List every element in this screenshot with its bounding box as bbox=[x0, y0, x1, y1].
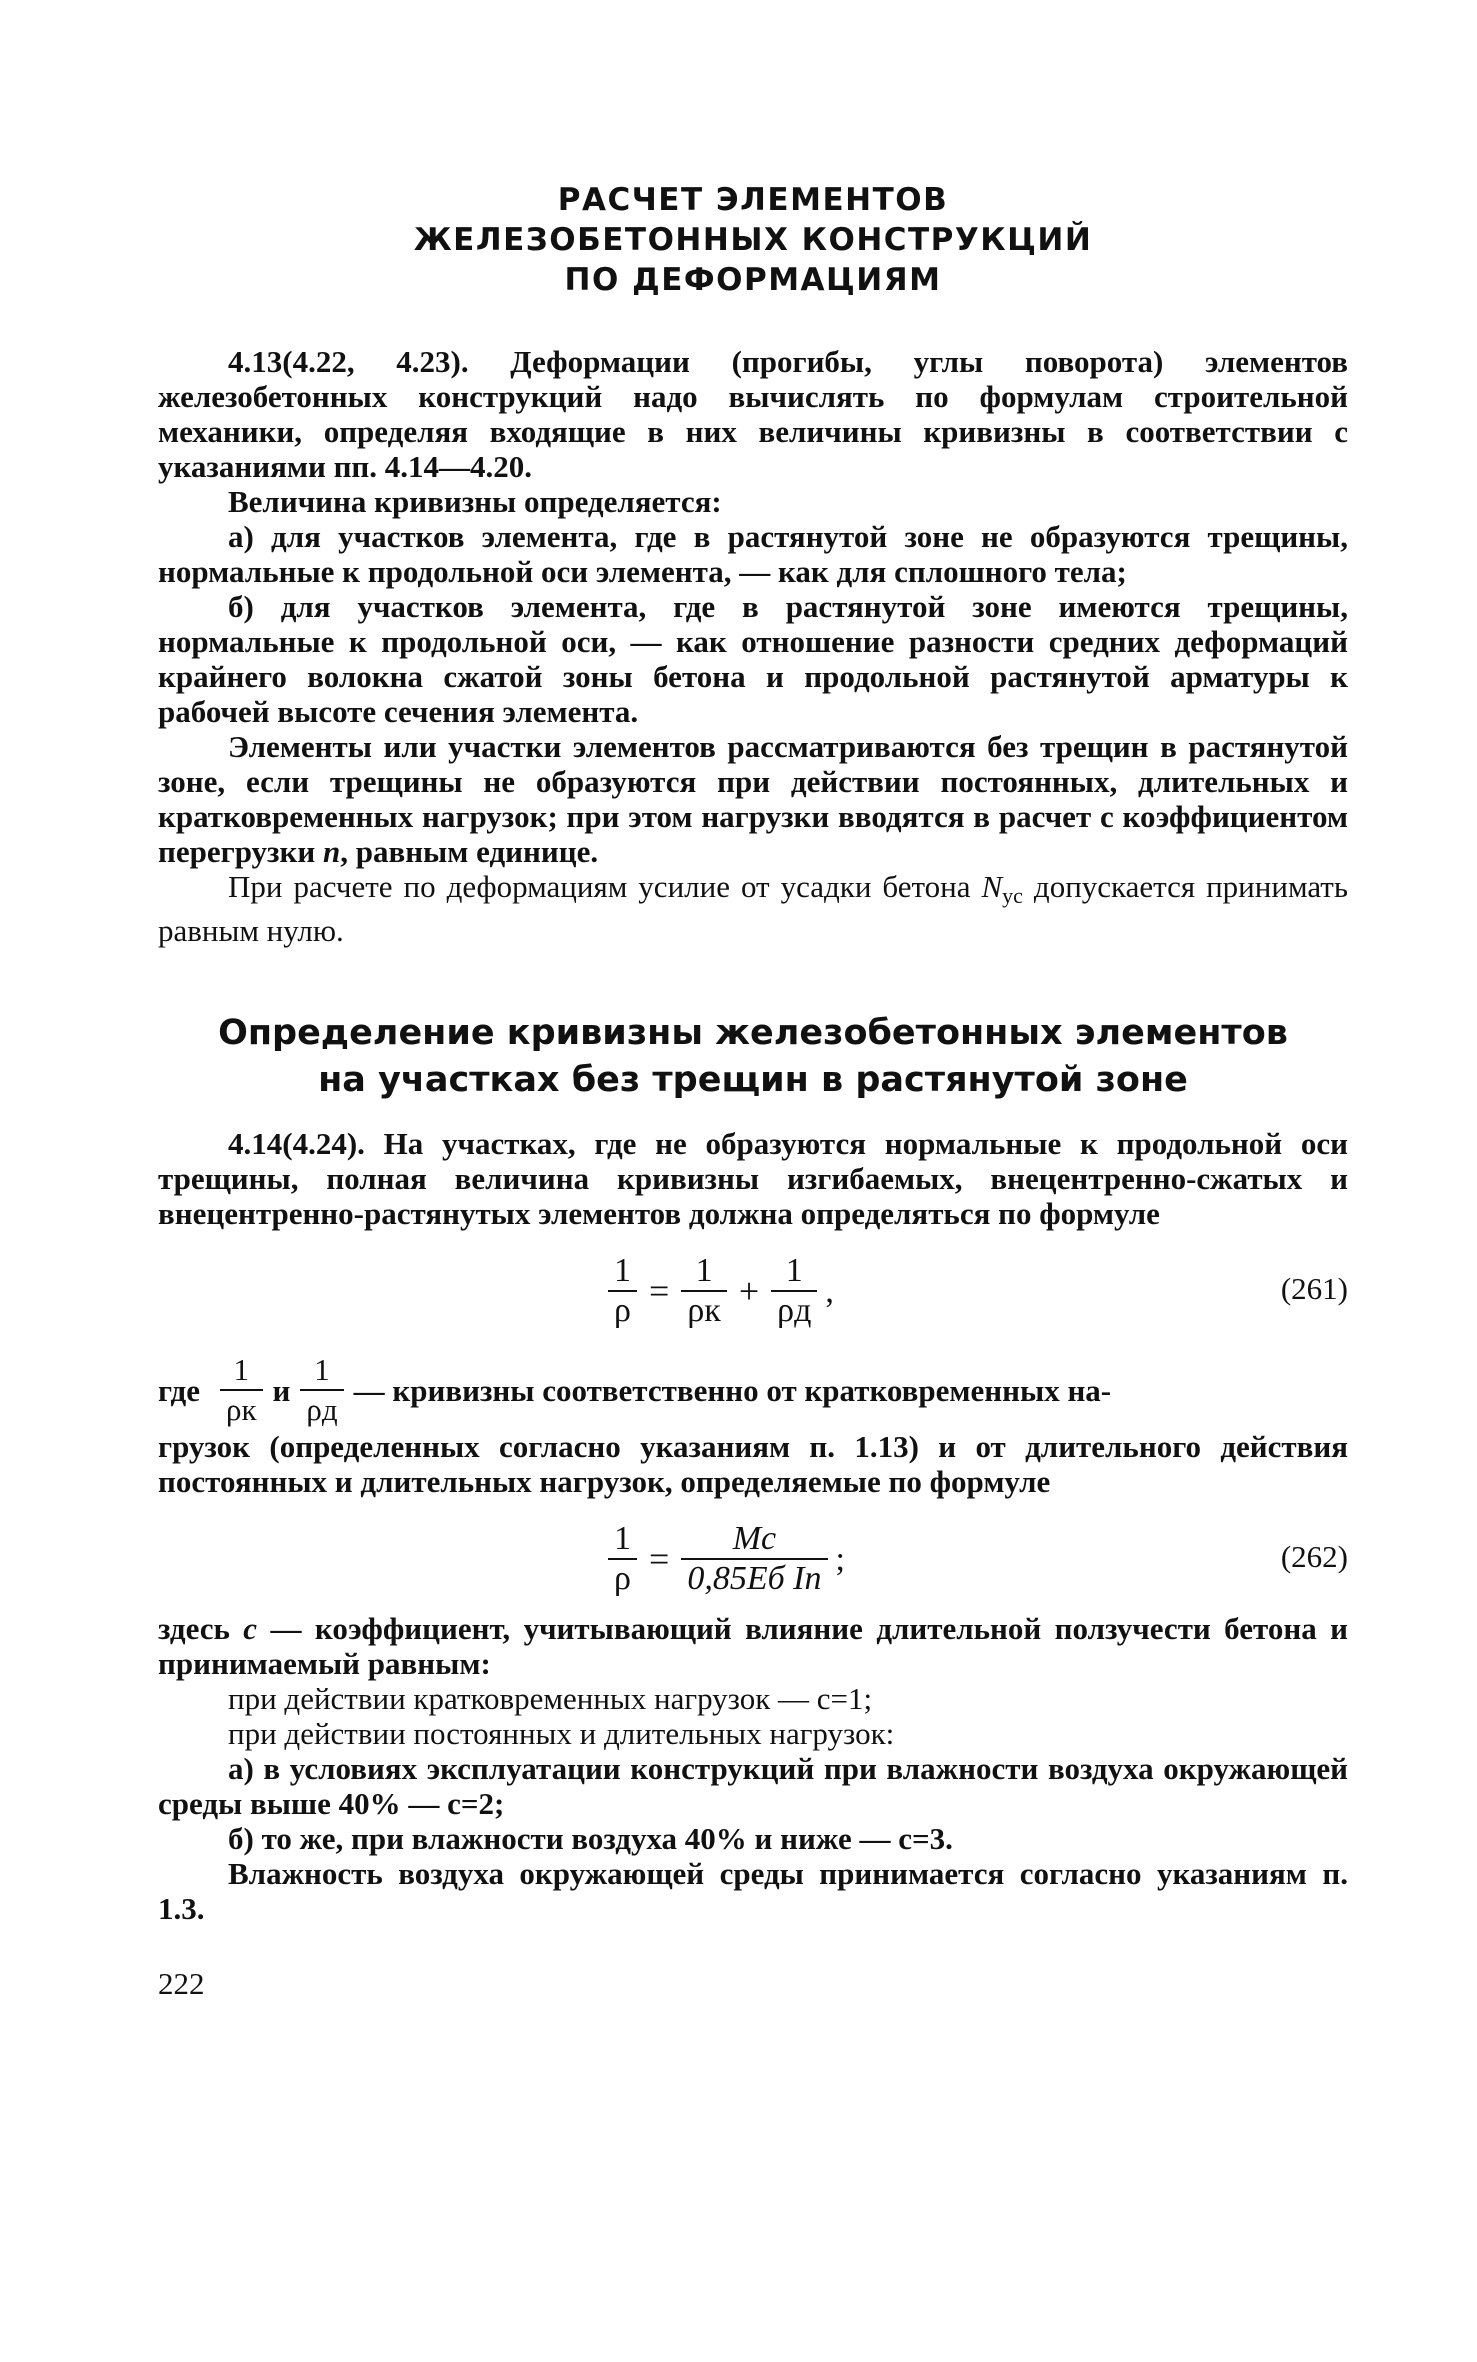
formula-262-lhs bbox=[608, 1520, 637, 1598]
section-subtitle-line-2: на участках без трещин в растянутой зоне bbox=[318, 1060, 1188, 1100]
fraction-denominator: ρк bbox=[225, 1392, 257, 1427]
short-term-curvature bbox=[220, 1351, 263, 1429]
fraction-denominator: ρ bbox=[614, 1560, 631, 1597]
chapter-title-line-1: РАСЧЕТ ЭЛЕМЕНТОВ bbox=[557, 182, 949, 218]
fraction-denominator: 0,85Eб Iп bbox=[687, 1560, 822, 1597]
paragraph-coefficient-c-text-a: здесь bbox=[158, 1611, 244, 1646]
fraction-numerator: 1 bbox=[614, 1520, 631, 1557]
paragraph-coefficient-c bbox=[158, 1611, 1348, 1681]
fraction-denominator: ρ bbox=[614, 1292, 631, 1329]
formula-261-term-2 bbox=[771, 1252, 817, 1330]
chapter-title-line-2: ЖЕЛЕЗОБЕТОННЫХ КОНСТРУКЦИЙ bbox=[413, 222, 1093, 258]
paragraph-no-cracks-text-b: , равным единице. bbox=[340, 834, 599, 869]
formula-262-rhs bbox=[681, 1520, 827, 1598]
formula-262-number: (262) bbox=[1280, 1539, 1348, 1574]
paragraph-loads-formula: грузок (определенных согласно указаниям п. 1.13) и от длительного действия постоянных и длительных нагрузок, определяемые по формуле bbox=[158, 1429, 1348, 1499]
paragraph-shrinkage bbox=[158, 869, 1348, 948]
equals-sign: = bbox=[649, 1270, 670, 1311]
fraction-numerator: 1 bbox=[785, 1252, 803, 1289]
long-term-curvature bbox=[300, 1351, 343, 1429]
fraction-denominator: ρк bbox=[687, 1292, 721, 1329]
section-subtitle-line-1: Определение кривизны железобетонных элементов bbox=[218, 1013, 1288, 1053]
paragraph-item-a: а) для участков элемента, где в растянутой зоне не образуются трещины, нормальные к продольной оси элемента, — как для сплошного тела; bbox=[158, 519, 1348, 589]
paragraph-short-term: при действии кратковременных нагрузок — c=1; bbox=[228, 1681, 873, 1716]
section-subtitle bbox=[158, 1010, 1348, 1104]
formula-261-expression bbox=[608, 1239, 834, 1343]
fraction-denominator: ρд bbox=[777, 1292, 812, 1329]
formula-261-comma: , bbox=[825, 1272, 834, 1310]
paragraph-coefficient-c-text-b: — коэффициент, учитывающий влияние длительной ползучести бетона и принимаемый равным: bbox=[158, 1611, 1348, 1681]
paragraph-no-cracks-text-a: Элементы или участки элементов рассматриваются без трещин в растянутой зоне, если трещины не образуются при действии постоянных, длительных и кратковременных нагрузок; при этом нагрузки вводятся в расчет с коэффициентом перегрузки bbox=[158, 729, 1348, 869]
paragraph-shrinkage-text-a: При расчете по деформациям усилие от усадки бетона bbox=[228, 869, 982, 904]
paragraph-item-b: б) для участков элемента, где в растянутой зоне имеются трещины, нормальные к продольной оси, — как отношение разности средних деформаций крайнего волокна сжатой зоны бетона и продольной растянутой арматуры к рабочей высоте сечения элемента. bbox=[158, 589, 1348, 729]
where-description: — кривизны соответственно от кратковременных на- bbox=[353, 1372, 1112, 1408]
equals-sign: = bbox=[649, 1538, 670, 1579]
paragraph-curvature-intro: Величина кривизны определяется: bbox=[228, 484, 722, 519]
page-number: 222 bbox=[158, 1966, 205, 2001]
formula-261 bbox=[158, 1239, 1348, 1343]
document-page bbox=[158, 180, 1348, 2001]
chapter-title-line-3: ПО ДЕФОРМАЦИЯМ bbox=[564, 262, 942, 298]
paragraph-shrinkage-text-b: допускается принимать равным нулю. bbox=[158, 869, 1348, 948]
paragraph-no-cracks bbox=[158, 729, 1348, 869]
formula-261-lhs bbox=[608, 1252, 637, 1330]
and-word: и bbox=[272, 1372, 291, 1408]
plus-sign: + bbox=[738, 1270, 760, 1311]
where-clause bbox=[158, 1351, 1348, 1429]
fraction-numerator: 1 bbox=[314, 1352, 330, 1387]
overload-coefficient-symbol: n bbox=[322, 834, 341, 869]
paragraph-humidity-note: Влажность воздуха окружающей среды принимается согласно указаниям п. 1.3. bbox=[158, 1856, 1348, 1926]
paragraph-long-term: при действии постоянных и длительных нагрузок: bbox=[228, 1716, 895, 1751]
formula-261-number: (261) bbox=[1280, 1271, 1348, 1306]
fraction-numerator: 1 bbox=[614, 1252, 631, 1289]
formula-261-term-1 bbox=[681, 1252, 727, 1330]
fraction-numerator: Mc bbox=[732, 1520, 777, 1557]
paragraph-4-14: 4.14(4.24). На участках, где не образуются нормальные к продольной оси трещины, полная величина кривизны изгибаемых, внецентренно-сжатых и внецентренно-растянутых элементов должна определяться по формуле bbox=[158, 1126, 1348, 1231]
where-word: где bbox=[158, 1372, 200, 1408]
formula-262-expression bbox=[608, 1507, 845, 1611]
paragraph-humidity-above: а) в условиях эксплуатации конструкций при влажности воздуха окружающей среды выше 40% — c=2; bbox=[158, 1751, 1348, 1821]
coefficient-c-symbol: c bbox=[243, 1611, 258, 1646]
shrinkage-force-subscript: ус bbox=[1002, 883, 1023, 908]
fraction-numerator: 1 bbox=[695, 1252, 713, 1289]
fraction-denominator: ρд bbox=[306, 1392, 338, 1427]
formula-262 bbox=[158, 1507, 1348, 1611]
chapter-title bbox=[158, 180, 1348, 300]
formula-262-semicolon: ; bbox=[835, 1540, 845, 1578]
paragraph-humidity-below: б) то же, при влажности воздуха 40% и ниже — c=3. bbox=[228, 1821, 953, 1856]
paragraph-4-13: 4.13(4.22, 4.23). Деформации (прогибы, углы поворота) элементов железобетонных конструкций надо вычислять по формулам строительной механики, определяя входящие в них величины кривизны в соответствии с указаниями пп. 4.14—4.20. bbox=[158, 344, 1348, 484]
fraction-numerator: 1 bbox=[233, 1352, 249, 1387]
shrinkage-force-symbol: N bbox=[981, 869, 1003, 904]
